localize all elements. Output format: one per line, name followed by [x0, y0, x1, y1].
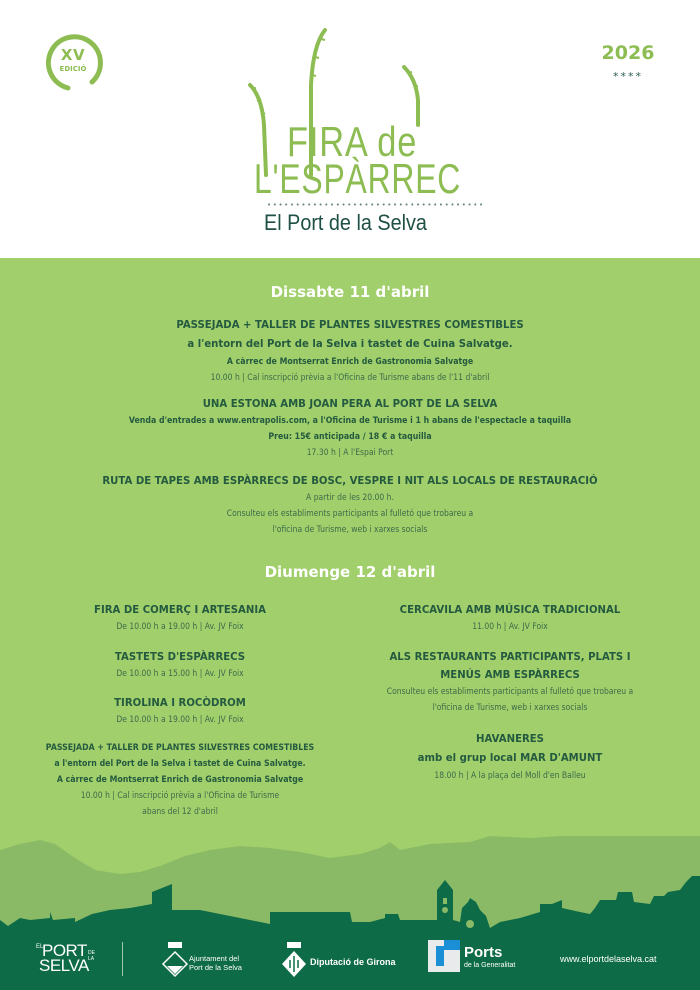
- event-detail: 17.30 h | A l'Espai Port: [306, 448, 394, 458]
- event-sunday-restaurants: [360, 648, 660, 716]
- event-saturday-show: [0, 395, 700, 461]
- event-title: TASTETS D'ESPÀRRECS: [114, 650, 246, 663]
- event-title: HAVANERES: [476, 732, 544, 745]
- event-sunday-walk: [20, 740, 340, 820]
- event-detail: Consulteu els establiments participants al fulletó que trobareu a: [386, 687, 634, 697]
- edition-label: EDICIÓ: [59, 65, 87, 73]
- logo-title-line2: L'ESPÀRREC: [254, 155, 462, 202]
- event-sunday-zipline: [30, 694, 330, 728]
- event-title: CERCAVILA AMB MÚSICA TRADICIONAL: [399, 603, 621, 616]
- event-note: A càrrec de Montserrat Enrich de Gastronomia Salvatge: [226, 357, 474, 367]
- logo-place-name: El Port de la Selva: [264, 210, 427, 235]
- event-subtitle: a l'entorn del Port de la Selva i tastet de Cuina Salvatge.: [54, 759, 306, 769]
- event-title: TIROLINA I ROCÒDROM: [114, 696, 246, 709]
- event-title: PASSEJADA + TALLER DE PLANTES SILVESTRES COMESTIBLES: [45, 743, 315, 753]
- port-de-la-selva-logo: EL PORT SELVA DE LA: [36, 941, 95, 975]
- event-saturday-walk: [0, 316, 700, 386]
- event-detail: 18.00 h | A la plaça del Moll d'en Balleu: [434, 771, 586, 781]
- event-detail: De 10.00 h a 19.00 h | Av. JV Foix: [116, 622, 244, 632]
- event-detail: Consulteu els establiments participants al fulletó que trobareu a: [226, 509, 474, 519]
- event-sunday-havaneres: [360, 730, 660, 784]
- event-sunday-parade: [360, 601, 660, 635]
- ajuntament-logo: Ajuntament del Port de la Selva: [162, 940, 188, 980]
- event-subtitle: a l'entorn del Port de la Selva i tastet de Cuina Salvatge.: [187, 337, 513, 350]
- diputacio-girona-logo: Diputació de Girona: [280, 940, 308, 980]
- footer-divider: [122, 942, 123, 976]
- event-detail: l'oficina de Turisme, web i xarxes socials: [432, 703, 588, 713]
- event-sunday-market: [30, 601, 330, 635]
- event-note: A càrrec de Montserrat Enrich de Gastronomia Salvatge: [56, 775, 304, 785]
- poster-header: [0, 0, 700, 258]
- event-saturday-tapas: [0, 472, 700, 538]
- event-note: Venda d'entrades a www.entrapolis.com, a l'Oficina de Turisme i 1 h abans de l'espectacle a taquilla: [128, 416, 572, 426]
- event-detail: 10.00 h | Cal inscripció prèvia a l'Oficina de Turisme: [80, 791, 280, 801]
- event-sunday-tasting: [30, 648, 330, 682]
- event-title: ALS RESTAURANTS PARTICIPANTS, PLATS I: [389, 650, 631, 663]
- logo-title-line1: FIRA de: [287, 118, 418, 165]
- day-title-saturday: Dissabte 11 d'abril: [270, 283, 430, 301]
- event-subtitle: amb el grup local MAR D'AMUNT: [417, 751, 603, 764]
- event-title: PASSEJADA + TALLER DE PLANTES SILVESTRES COMESTIBLES: [176, 318, 524, 331]
- year: 2026: [601, 42, 655, 64]
- event-price: Preu: 15€ anticipada / 18 € a taquilla: [268, 432, 432, 442]
- edition-number: XV: [60, 46, 86, 64]
- day-title-sunday: Diumenge 12 d'abril: [264, 563, 436, 581]
- ports-generalitat-logo: Ports de la Generalitat: [428, 940, 460, 980]
- edition-badge: [40, 30, 106, 96]
- event-title: RUTA DE TAPES AMB ESPÀRRECS DE BOSC, VESPRE I NIT ALS LOCALS DE RESTAURACIÓ: [102, 474, 598, 487]
- year-stars-decoration: ****: [613, 70, 643, 83]
- website-link[interactable]: www.elportdelaselva.cat: [560, 954, 657, 964]
- event-detail: l'oficina de Turisme, web i xarxes socials: [272, 525, 428, 535]
- event-detail: De 10.00 h a 19.00 h | Av. JV Foix: [116, 715, 244, 725]
- event-detail: abans del 12 d'abril: [142, 807, 218, 817]
- event-title-cont: MENÚS AMB ESPÀRRECS: [440, 668, 580, 681]
- event-detail: 10.00 h | Cal inscripció prèvia a l'Oficina de Turisme abans de l'11 d'abril: [210, 373, 490, 383]
- event-detail: A partir de les 20.00 h.: [306, 493, 394, 503]
- event-title: FIRA DE COMERÇ I ARTESANIA: [94, 603, 266, 616]
- event-title: UNA ESTONA AMB JOAN PERA AL PORT DE LA SELVA: [202, 397, 498, 410]
- ports-square-icon: [428, 940, 460, 972]
- event-detail: 11.00 h | Av. JV Foix: [472, 622, 548, 632]
- sponsors-footer: [0, 930, 700, 990]
- diputacio-shield-icon: [280, 940, 308, 980]
- municipal-shield-icon: [162, 940, 188, 980]
- fair-logo: [240, 25, 485, 235]
- program-section: [0, 258, 700, 990]
- event-detail: De 10.00 h a 15.00 h | Av. JV Foix: [116, 669, 244, 679]
- logo-dotted-divider: ••••••••••••••••••••••••••••••••••••••: [267, 201, 485, 209]
